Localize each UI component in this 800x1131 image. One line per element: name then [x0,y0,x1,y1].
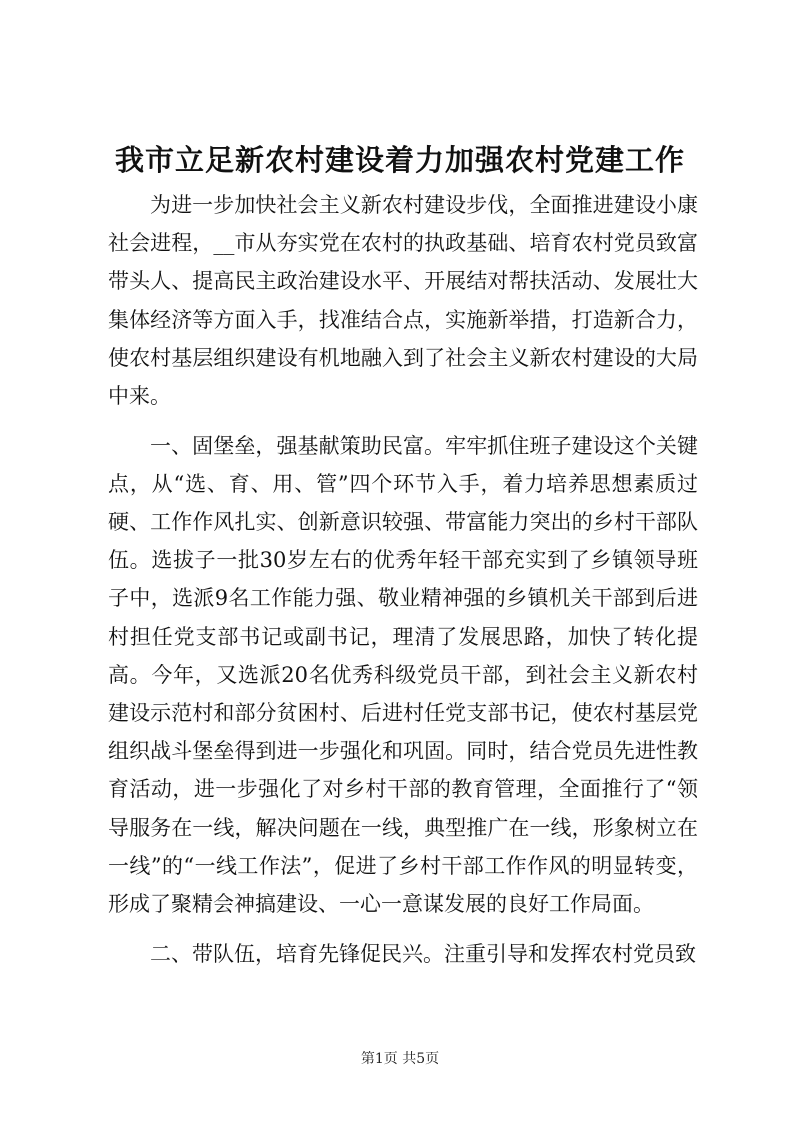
page-number-footer: 第1页 共5页 [360,1051,440,1067]
document-title: 我市立足新农村建设着力加强农村党建工作 [114,143,685,177]
paragraph-section-two: 二、带队伍，培育先锋促民兴。注重引导和发挥农村党员致 [150,941,696,966]
document-body [108,186,698,984]
paragraph-intro: 为进一步加快社会主义新农村建设步伐，全面推进建设小康社会进程，__市从夯实党在农村的执政基础、培育农村党员致富带头人、提高民主政治建设水平、开展结对帮扶活动、发展壮大集体经济等方面入手，找准结合点，实施新举措，打造新合力，使农村基层组织建设有机地融入到了社会主义新农村建设的大局中来。 [108,193,698,409]
paragraph-section-one: 一、固堡垒，强基献策助民富。牢牢抓住班子建设这个关键点，从“选、育、用、管”四个环节入手，着力培养思想素质过硬、工作作风扎实、创新意识较强、带富能力突出的乡村干部队伍。选拔子一批30岁左右的优秀年轻干部充实到了乡镇领导班子中，选派9名工作能力强、敬业精神强的乡镇机关干部到后进村担任党支部书记或副书记，理清了发展思路，加快了转化提高。今年，又选派20名优秀科级党员干部，到社会主义新农村建设示范村和部分贫困村、后进村任党支部书记，使农村基层党组织战斗堡垒得到进一步强化和巩固。同时，结合党员先进性教育活动，进一步强化了对乡村干部的教育管理，全面推行了“领导服务在一线，解决问题在一线，典型推广在一线，形象树立在一线”的“一线工作法”，促进了乡村干部工作作风的明显转变，形成了聚精会神搞建设、一心一意谋发展的良好工作局面。 [108,433,698,917]
